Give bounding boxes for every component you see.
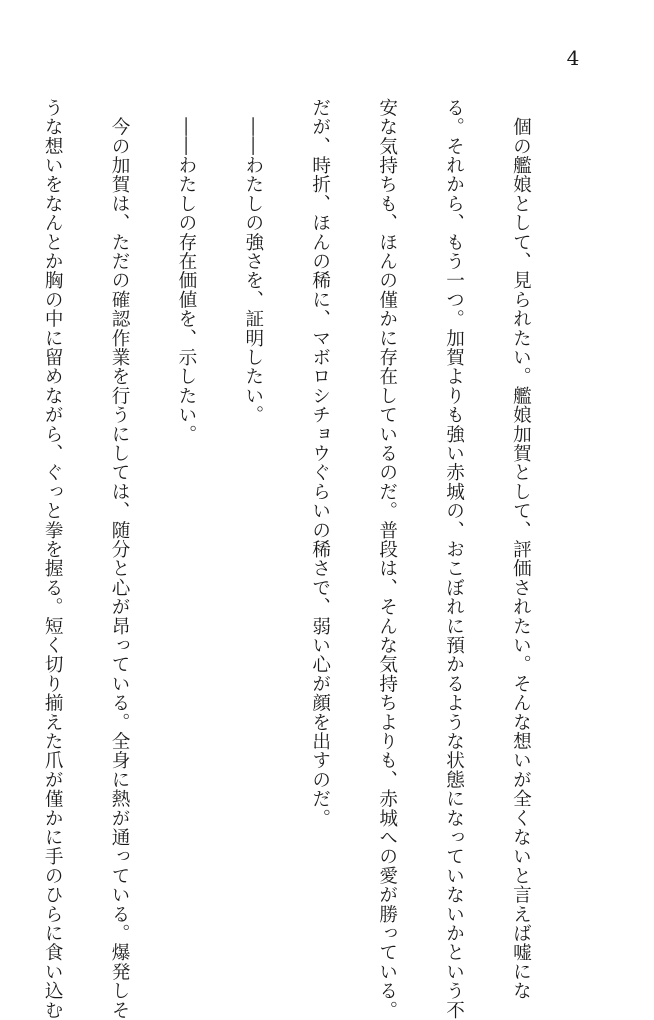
text-line: うな想いをなんとか胸の中に留めながら、ぐっと拳を握る。短く切り揃えた爪が僅かに手のひらに食い込む — [42, 98, 64, 1020]
text-line: 個の艦娘として、見られたい。艦娘加賀として、評価されたい。そんな想いが全くないと言えば嘘にな — [510, 98, 532, 1001]
text-line: ――わたしの存在価値を、示したい。 — [175, 98, 197, 444]
text-line: ――わたしの強さを、証明したい。 — [242, 98, 264, 425]
text-line: 今の加賀は、ただの確認作業を行うにしては、随分と心が昂っている。全身に熱が通っている。爆発しそ — [109, 98, 131, 1020]
body-text — [0, 98, 576, 1020]
text-line: 安な気持ちも、ほんの僅かに存在しているのだ。普段は、そんな気持ちよりも、赤城への愛が勝っている。 — [376, 98, 398, 1020]
text-line: だが、時折、ほんの稀に、マボロシチョウぐらいの稀さで、弱い心が顔を出すのだ。 — [309, 98, 331, 828]
page-number: 4 — [566, 46, 580, 70]
text-line: る。それから、もう一つ。加賀よりも強い赤城の、おこぼれに預かるような状態になっていないかという不 — [443, 98, 465, 1020]
